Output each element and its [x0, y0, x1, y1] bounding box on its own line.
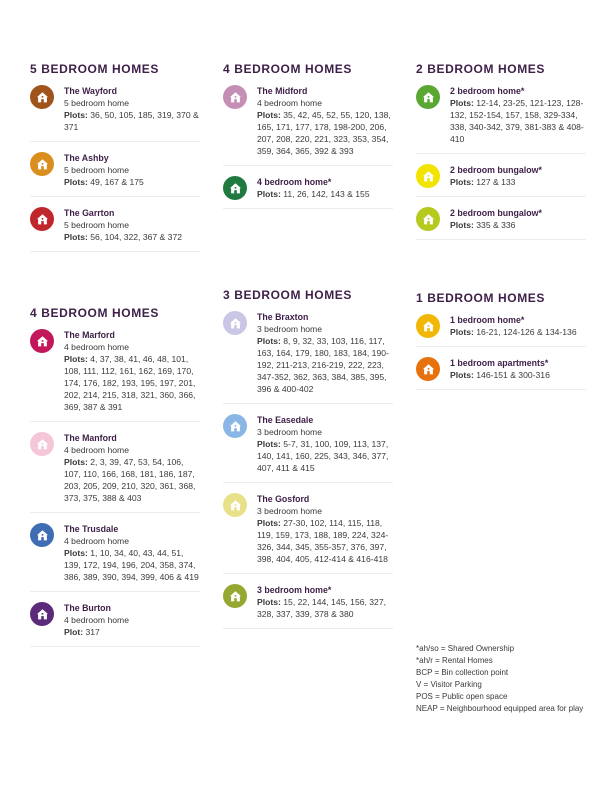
home-list-item — [223, 493, 393, 574]
plot-numbers — [64, 456, 200, 504]
section-4-bedroom-homes — [30, 306, 200, 657]
home-name: 2 bedroom bungalow* — [450, 208, 542, 218]
home-details — [450, 357, 586, 381]
plots-label: Plots: — [257, 336, 281, 346]
home-list-item — [223, 414, 393, 483]
home-list-item — [30, 152, 200, 197]
house-icon — [416, 357, 440, 381]
home-name: 1 bedroom home* — [450, 315, 525, 325]
home-name: The Braxton — [257, 312, 309, 322]
home-details — [257, 584, 393, 620]
home-list-item — [30, 432, 200, 513]
home-list-item — [30, 329, 200, 422]
home-details — [64, 329, 200, 413]
legend-item: V = Visitor Parking — [416, 680, 482, 689]
home-list-item — [30, 523, 200, 592]
home-type: 4 bedroom home — [64, 615, 129, 625]
plots-value: 35, 42, 45, 52, 55, 120, 138, 165, 171, 177, 178, 198-200, 206, 207, 208, 220, 221, 323, 353, 354, 359, 364, 365, 392 & 393 — [257, 110, 391, 156]
house-icon — [223, 176, 247, 200]
home-list-item — [223, 311, 393, 404]
plot-numbers — [257, 438, 393, 474]
home-list-item — [416, 164, 586, 197]
home-name: 4 bedroom home* — [257, 177, 332, 187]
home-list-item — [416, 85, 586, 154]
home-type: 3 bedroom home — [257, 324, 322, 334]
home-type: 4 bedroom home — [64, 445, 129, 455]
house-icon — [223, 493, 247, 517]
house-icon — [30, 329, 54, 353]
house-icon — [30, 152, 54, 176]
legend-item: *ah/so = Shared Ownership — [416, 644, 515, 653]
home-name: The Marford — [64, 330, 115, 340]
plot-numbers — [450, 326, 586, 338]
home-details — [257, 493, 393, 565]
home-type: 4 bedroom home — [64, 536, 129, 546]
home-name: The Gosford — [257, 494, 310, 504]
section-title: 4 BEDROOM HOMES — [30, 306, 160, 320]
section-2-bedroom-homes — [416, 62, 586, 250]
home-type: 3 bedroom home — [257, 506, 322, 516]
plot-numbers — [257, 188, 393, 200]
legend-item: BCP = Bin collection point — [416, 668, 509, 677]
plots-label: Plots: — [64, 457, 88, 467]
home-name: The Easedale — [257, 415, 314, 425]
house-icon — [416, 314, 440, 338]
home-type: 4 bedroom home — [64, 342, 129, 352]
home-details — [450, 164, 586, 188]
plot-numbers — [257, 596, 393, 620]
plots-value: 36, 50, 105, 185, 319, 370 & 371 — [64, 110, 199, 132]
abbreviation-legend — [416, 643, 586, 715]
home-list — [416, 85, 586, 240]
home-name: 2 bedroom home* — [450, 86, 525, 96]
home-name: The Wayford — [64, 86, 117, 96]
plots-label: Plots: — [450, 98, 474, 108]
house-icon — [416, 207, 440, 231]
plots-label: Plots: — [450, 177, 474, 187]
plot-numbers — [257, 109, 393, 157]
house-icon — [223, 584, 247, 608]
home-name: The Burton — [64, 603, 111, 613]
plots-value: 11, 26, 142, 143 & 155 — [283, 189, 370, 199]
section-5-bedroom-homes — [30, 62, 200, 262]
section-title: 1 BEDROOM HOMES — [416, 291, 546, 305]
plots-label: Plots: — [64, 110, 88, 120]
home-name: The Midford — [257, 86, 308, 96]
home-details — [257, 176, 393, 200]
house-icon — [30, 207, 54, 231]
plots-value: 56, 104, 322, 367 & 372 — [90, 232, 183, 242]
plots-value: 16-21, 124-126 & 134-136 — [476, 327, 577, 337]
home-list — [30, 329, 200, 647]
plots-label: Plots: — [257, 110, 281, 120]
plot-numbers — [257, 335, 393, 395]
plots-label: Plots: — [64, 354, 88, 364]
home-list — [30, 85, 200, 252]
home-details — [64, 85, 200, 133]
plots-value: 4, 37, 38, 41, 46, 48, 101, 108, 111, 112, 161, 162, 169, 170, 174, 176, 182, 193, 195, 197, 201, 202, 214, 215, 318, 321, 360, 366, 369, 387 & 391 — [64, 354, 196, 412]
home-type: 4 bedroom home — [257, 98, 322, 108]
plots-label: Plots: — [450, 370, 474, 380]
home-details — [450, 314, 586, 338]
plots-value: 15, 22, 144, 145, 156, 327, 328, 337, 339, 378 & 380 — [257, 597, 387, 619]
section-title: 3 BEDROOM HOMES — [223, 288, 353, 302]
plots-value: 317 — [85, 627, 100, 637]
section-4-bedroom-homes — [223, 62, 393, 219]
plot-numbers — [64, 626, 200, 638]
plots-label: Plots: — [64, 548, 88, 558]
house-icon — [223, 85, 247, 109]
home-details — [64, 207, 200, 243]
plots-value: 27-30, 102, 114, 115, 118, 119, 159, 173, 188, 189, 224, 324-326, 344, 345, 355-357, 376, 397, 398, 404, 405, 412-414 & 416-418 — [257, 518, 389, 564]
home-list-item — [223, 176, 393, 209]
house-icon — [30, 602, 54, 626]
home-list — [223, 85, 393, 209]
plots-value: 1, 10, 34, 40, 43, 44, 51, 139, 172, 194, 196, 204, 358, 374, 386, 389, 390, 394, 399, 406 & 419 — [64, 548, 199, 582]
plots-label: Plots: — [257, 518, 281, 528]
plots-label: Plots: — [257, 189, 281, 199]
legend-item: *ah/r = Rental Homes — [416, 656, 493, 665]
home-name: The Manford — [64, 433, 117, 443]
house-icon — [223, 311, 247, 335]
house-icon — [30, 85, 54, 109]
plots-value: 49, 167 & 175 — [90, 177, 144, 187]
house-icon — [416, 85, 440, 109]
plots-value: 8, 9, 32, 33, 103, 116, 117, 163, 164, 179, 180, 183, 184, 190-192, 211-213, 216-219, 222, 223, 347-352, 362, 363, 384, 385, 395, 396 & 400-402 — [257, 336, 389, 394]
home-type: 5 bedroom home — [64, 165, 129, 175]
house-icon — [30, 432, 54, 456]
plot-numbers — [257, 517, 393, 565]
home-list-item — [223, 584, 393, 629]
house-icon — [30, 523, 54, 547]
plot-numbers — [64, 231, 200, 243]
house-icon — [416, 164, 440, 188]
home-list — [223, 311, 393, 629]
home-list-item — [416, 357, 586, 390]
home-details — [450, 207, 586, 231]
plot-numbers — [64, 176, 200, 188]
plots-label: Plots: — [450, 327, 474, 337]
legend-item: NEAP = Neighbourhood equipped area for play — [416, 704, 584, 713]
plot-numbers — [64, 547, 200, 583]
section-1-bedroom-homes — [416, 291, 586, 400]
plots-label: Plots: — [257, 439, 281, 449]
home-name: 3 bedroom home* — [257, 585, 332, 595]
house-icon — [223, 414, 247, 438]
plots-label: Plots: — [257, 597, 281, 607]
home-details — [257, 311, 393, 395]
home-type: 3 bedroom home — [257, 427, 322, 437]
home-list — [416, 314, 586, 390]
home-list-item — [416, 314, 586, 347]
home-details — [64, 523, 200, 583]
home-list-item — [30, 85, 200, 142]
home-details — [64, 602, 200, 638]
plots-value: 146-151 & 300-316 — [476, 370, 550, 380]
section-title: 4 BEDROOM HOMES — [223, 62, 353, 76]
home-details — [450, 85, 586, 145]
home-name: The Trusdale — [64, 524, 119, 534]
home-list-item — [30, 602, 200, 647]
plot-numbers — [450, 369, 586, 381]
home-list-item — [223, 85, 393, 166]
home-name: 2 bedroom bungalow* — [450, 165, 542, 175]
home-name: 1 bedroom apartments* — [450, 358, 549, 368]
home-details — [257, 414, 393, 474]
plots-value: 2, 3, 39, 47, 53, 54, 106, 107, 110, 166, 168, 181, 186, 187, 203, 205, 209, 210, 320, 361, 368, 373, 375, 388 & 403 — [64, 457, 196, 503]
plots-value: 12-14, 23-25, 121-123, 128-132, 152-154, 157, 158, 329-334, 338, 340-342, 379, 381-383 & 408-410 — [450, 98, 584, 144]
plot-numbers — [450, 176, 586, 188]
plots-value: 127 & 133 — [476, 177, 516, 187]
home-list-item — [30, 207, 200, 252]
section-3-bedroom-homes — [223, 288, 393, 639]
home-details — [257, 85, 393, 157]
plot-numbers — [64, 353, 200, 413]
plots-label: Plot: — [64, 627, 84, 637]
plots-label: Plots: — [64, 177, 88, 187]
plot-numbers — [64, 109, 200, 133]
legend-item: POS = Public open space — [416, 692, 508, 701]
plots-value: 335 & 336 — [476, 220, 516, 230]
home-type: 5 bedroom home — [64, 220, 129, 230]
home-details — [64, 432, 200, 504]
home-name: The Ashby — [64, 153, 109, 163]
section-title: 5 BEDROOM HOMES — [30, 62, 160, 76]
plot-numbers — [450, 219, 586, 231]
plots-value: 5-7, 31, 100, 109, 113, 137, 140, 141, 160, 225, 343, 346, 377, 407, 411 & 415 — [257, 439, 389, 473]
plot-numbers — [450, 97, 586, 145]
home-name: The Garrton — [64, 208, 115, 218]
plots-label: Plots: — [64, 232, 88, 242]
home-details — [64, 152, 200, 188]
home-list-item — [416, 207, 586, 240]
section-title: 2 BEDROOM HOMES — [416, 62, 546, 76]
home-type: 5 bedroom home — [64, 98, 129, 108]
plots-label: Plots: — [450, 220, 474, 230]
